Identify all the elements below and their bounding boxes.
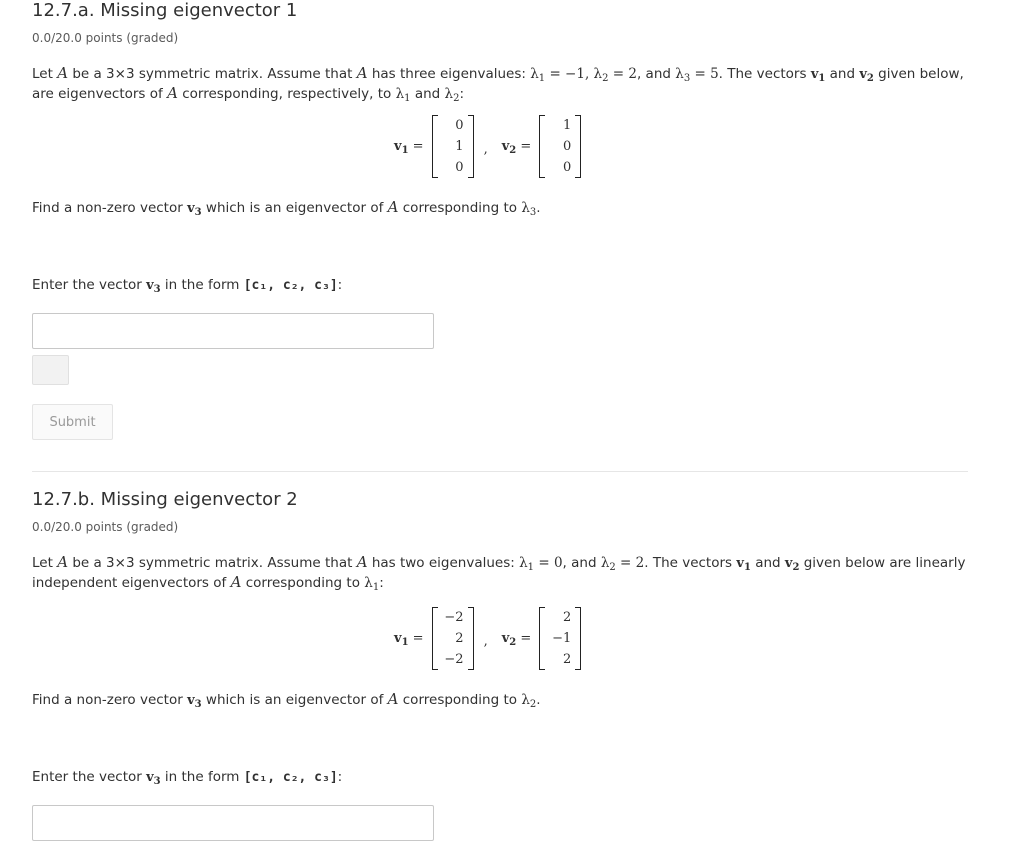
problem-b-points: 0.0/20.0 points (graded) [32,520,179,534]
v2-entry: 1 [562,118,572,133]
problem-b-title: 12.7.b. Missing eigenvector 2 [32,489,298,510]
problem-b-question: Find a non-zero vector $v_3$ which is an eigenvector of A corresponding to $\lambda_2$. [32,690,541,710]
v2-entry: 0 [562,139,572,154]
v1-matrix [432,607,474,670]
v1-entry: −2 [444,652,464,667]
v2-entry: −1 [552,631,572,646]
v1-label: $v_1$ = [394,139,424,156]
problem-a-points: 0.0/20.0 points (graded) [32,31,179,45]
v1-matrix [432,115,474,178]
submit-button[interactable]: Submit [32,404,113,440]
v2-matrix [539,607,581,670]
problem-a-vectors: $v_1$ = 0 1 0 , $v_2$ = 1 0 0 [394,115,585,178]
problem-a-input-label: Enter the vector $v_3$ in the form [c₁, c₂, c₃]: [32,277,343,295]
problem-a [32,0,968,104]
v2-matrix [539,115,581,178]
problem-a-status-indicator [32,355,69,385]
v1-entry: 0 [455,160,464,175]
problem-b-answer-input[interactable] [32,805,434,841]
v2-label: $v_2$ = [501,631,532,648]
section-divider [32,471,968,472]
v1-entry: 1 [455,139,464,154]
problem-b-vectors: $v_1$ = −2 2 −2 , $v_2$ = 2 −1 2 [394,607,585,670]
problem-b-statement: Let A be a 3×3 symmetric matrix. Assume that A has two eigenvalues: $\lambda_1 = 0$, and $\lambda_2 = 2$. The vectors $v_1$ and $v_2$ given below are linearly independent eigenvectors of A corresponding to $\lambda_1$: [32,553,966,593]
v2-entry: 2 [562,652,572,667]
problem-b-input-label: Enter the vector $v_3$ in the form [c₁, c₂, c₃]: [32,769,343,787]
v1-entry: 0 [455,118,464,133]
problem-b [32,489,968,593]
v2-entry: 0 [562,160,572,175]
problem-a-statement: Let A be a 3×3 symmetric matrix. Assume that A has three eigenvalues: $\lambda_1 = -1$, $\lambda_2 = 2$, and $\lambda_3 = 5$. The vectors $v_1$ and $v_2$ given below, are eigenvectors of A corresponding, respectively, to $\lambda_1$ and $\lambda_2$: [32,64,964,104]
v1-label: $v_1$ = [394,631,424,648]
v2-entry: 2 [562,610,572,625]
problem-a-question: Find a non-zero vector $v_3$ which is an eigenvector of A corresponding to $\lambda_3$. [32,198,541,218]
v1-entry: −2 [444,610,464,625]
problem-a-answer-input[interactable] [32,313,434,349]
v2-label: $v_2$ = [501,139,532,156]
problem-a-title: 12.7.a. Missing eigenvector 1 [32,0,298,21]
v1-entry: 2 [455,631,464,646]
